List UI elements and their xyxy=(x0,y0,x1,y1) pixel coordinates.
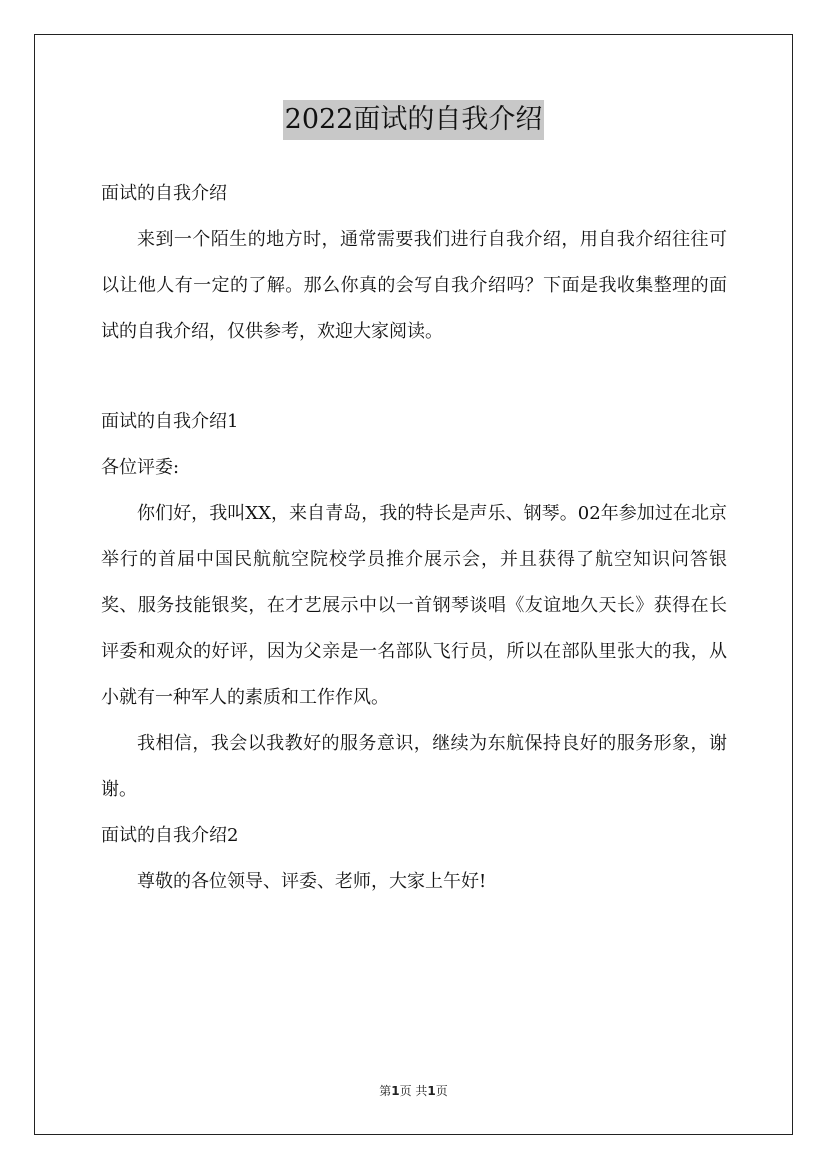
section1-heading: 面试的自我介绍1 xyxy=(101,411,239,432)
page-footer xyxy=(0,1082,827,1099)
section-gap xyxy=(101,355,727,399)
section1-paragraph-1: 你们好，我叫XX，来自青岛，我的特长是声乐、钢琴。02年参加过在北京举行的首届中国民航航空院校学员推介展示会，并且获得了航空知识问答银奖、服务技能银奖，在才艺展示中以一首钢琴谈唱《友谊地久天长》获得在长评委和观众的好评，因为父亲是一名部队飞行员，所以在部队里张大的我，从小就有一种军人的素质和工作作风。 xyxy=(101,503,727,708)
footer-prefix: 第 xyxy=(379,1084,392,1098)
section1-salutation: 各位评委: xyxy=(101,457,180,478)
intro-paragraph: 来到一个陌生的地方时，通常需要我们进行自我介绍，用自我介绍往往可以让他人有一定的了解。那么你真的会写自我介绍吗？下面是我收集整理的面试的自我介绍，仅供参考，欢迎大家阅读。 xyxy=(101,229,727,342)
title-container xyxy=(0,100,827,140)
document-title: 2022面试的自我介绍 xyxy=(283,100,545,140)
section1-paragraph-2: 我相信，我会以我教好的服务意识，继续为东航保持良好的服务形象，谢谢。 xyxy=(101,733,727,800)
document-body xyxy=(101,171,727,905)
section2-heading: 面试的自我介绍2 xyxy=(101,825,239,846)
footer-suffix: 页 xyxy=(435,1084,448,1098)
section2-paragraph-1: 尊敬的各位领导、评委、老师，大家上午好! xyxy=(137,871,487,892)
footer-mid: 页 共 xyxy=(399,1084,428,1098)
footer-page-number: 1 xyxy=(391,1084,400,1098)
main-heading: 面试的自我介绍 xyxy=(101,183,227,204)
footer-total-pages: 1 xyxy=(427,1084,436,1098)
